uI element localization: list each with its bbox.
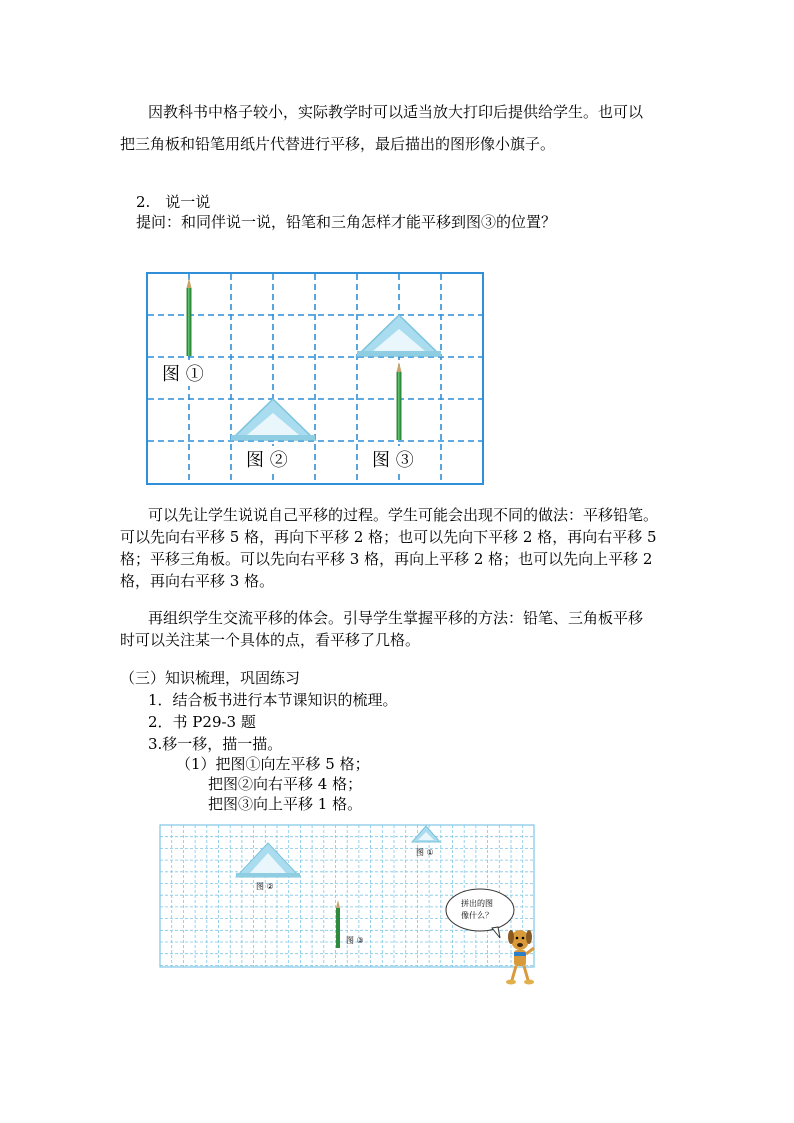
pencil-2 xyxy=(397,362,402,440)
section3-item-2: 2．书 P29-3 题 xyxy=(148,713,256,731)
translation-figure-2 xyxy=(158,822,548,992)
figure2-label-3: 图 ③ xyxy=(346,936,364,945)
bubble-line-1: 拼出的图 xyxy=(461,899,493,908)
intro-line-1: 因教科书中格子较小，实际教学时可以适当放大打印后提供给学生。也可以 xyxy=(148,103,644,121)
section3-item-1: 1．结合板书进行本节课知识的梳理。 xyxy=(148,691,398,709)
translation-figure-1 xyxy=(145,272,485,486)
para1-line-3: 格；平移三角板。可以先向右平移 3 格，再向上平移 2 格；也可以先向上平移 2 xyxy=(120,550,653,568)
section3-item-3: 3.移一移，描一描。 xyxy=(148,735,283,753)
small-pencil xyxy=(336,900,340,948)
intro-line-2: 把三角板和铅笔用纸片代替进行平移，最后描出的图形像小旗子。 xyxy=(120,135,556,153)
figure1-label-2: 图 ② xyxy=(246,450,288,471)
para1-line-1: 可以先让学生说说自己平移的过程。学生可能会出现不同的做法：平移铅笔。 xyxy=(148,506,659,524)
pencil-1 xyxy=(187,278,192,356)
section3-sub-3: 把图③向上平移 1 格。 xyxy=(208,795,363,813)
para1-line-4: 格，再向右平移 3 格。 xyxy=(120,572,275,590)
figure2-label-1: 图 ① xyxy=(416,848,434,857)
section2-question: 提问：和同伴说一说，铅笔和三角怎样才能平移到图③的位置？ xyxy=(136,213,557,231)
section3-heading: （三）知识梳理，巩固练习 xyxy=(120,669,301,687)
figure1-label-3: 图 ③ xyxy=(372,450,414,471)
figure1-label-1: 图 ① xyxy=(162,364,204,385)
para2-line-1: 再组织学生交流平移的体会。引导学生掌握平移的方法：铅笔、三角板平移 xyxy=(148,609,644,627)
bubble-line-2: 像什么？ xyxy=(461,911,493,920)
section3-sub-1: （1）把图①向左平移 5 格； xyxy=(176,755,370,773)
figure2-label-2: 图 ② xyxy=(256,882,274,891)
section3-sub-2: 把图②向右平移 4 格； xyxy=(208,775,363,793)
para2-line-2: 时可以关注某一个具体的点，看平移了几格。 xyxy=(120,631,421,649)
section2-heading: 2. 说一说 xyxy=(136,193,211,211)
para1-line-2: 可以先向右平移 5 格，再向下平移 2 格；也可以先向下平移 2 格，再向右平移 5 xyxy=(120,528,657,546)
